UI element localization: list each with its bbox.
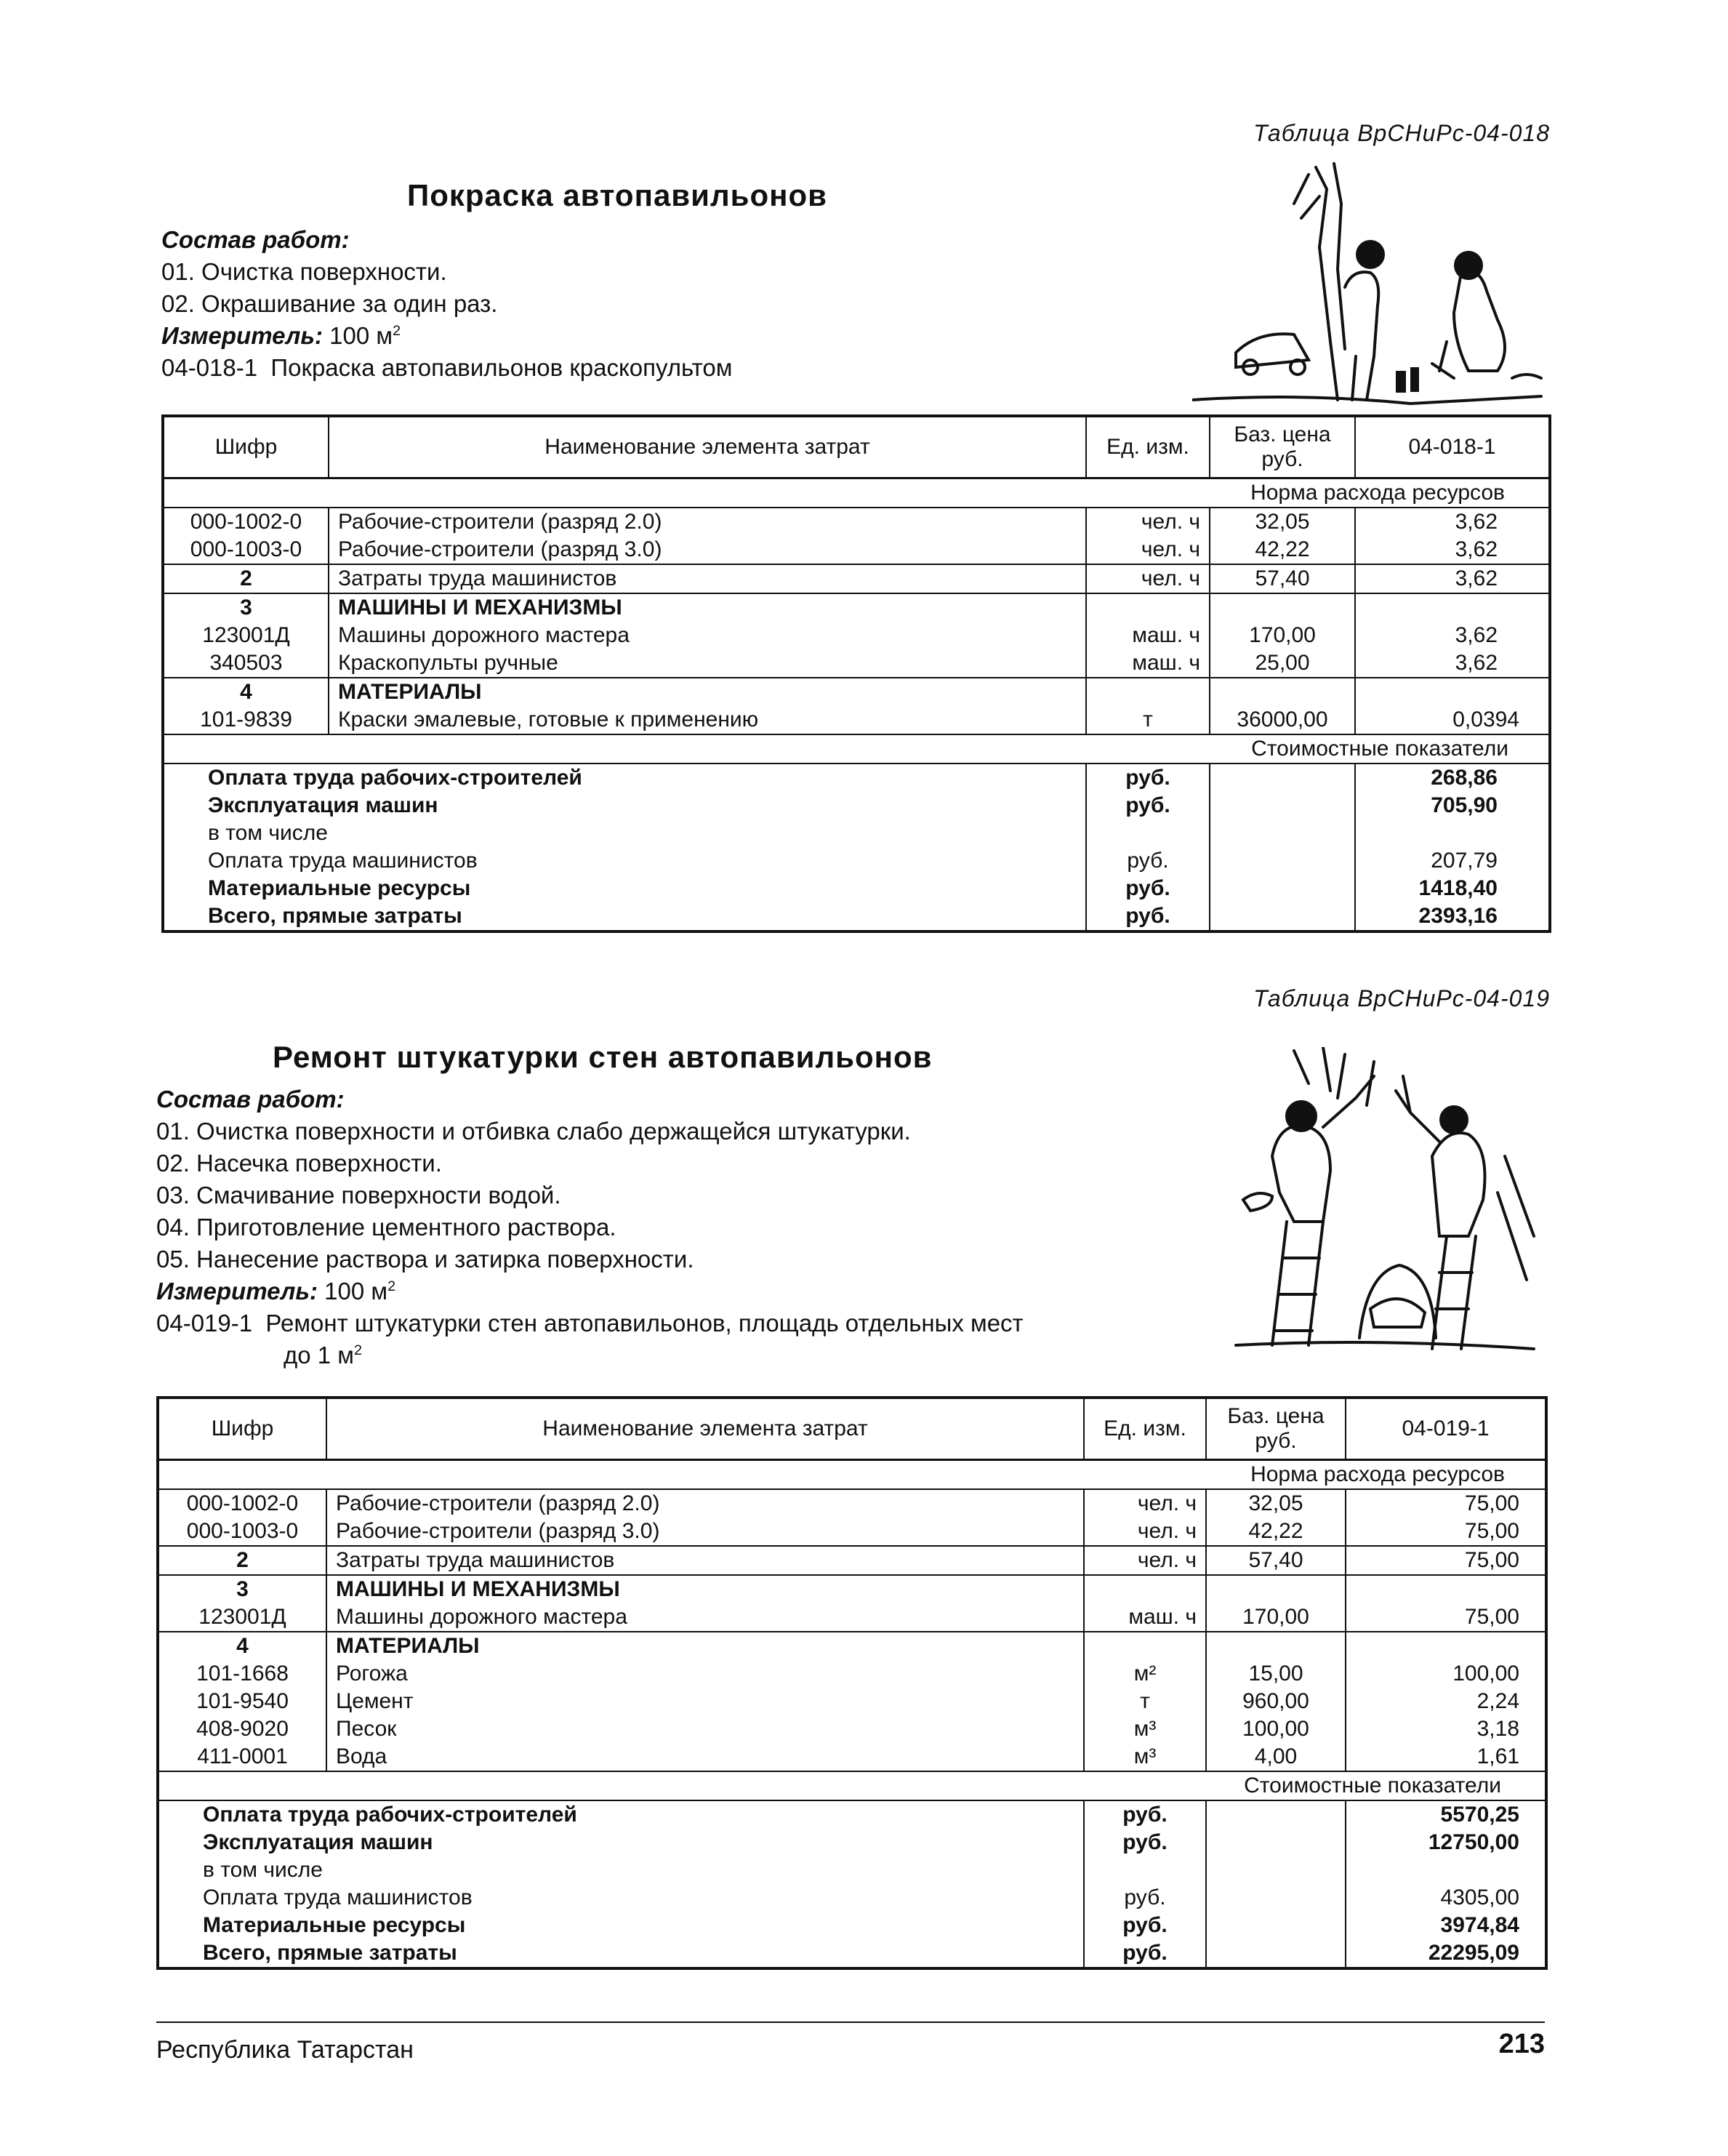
row-unit: чел. ч <box>1084 1518 1206 1546</box>
table-row <box>158 1632 1546 1660</box>
row-price: 170,00 <box>1210 622 1355 649</box>
row-unit: м² <box>1084 1660 1206 1688</box>
table-row <box>163 706 1550 734</box>
summary-value: 1418,40 <box>1355 875 1550 902</box>
row-code: 4 <box>163 678 329 706</box>
table-row <box>163 649 1550 678</box>
row-name: Рабочие-строители (разряд 2.0) <box>326 1489 1084 1518</box>
row-value: 100,00 <box>1346 1660 1546 1688</box>
summary-value: 22295,09 <box>1346 1939 1546 1968</box>
row-price: 25,00 <box>1210 649 1355 678</box>
row-unit <box>1086 678 1210 706</box>
row-code: 101-9540 <box>158 1688 326 1715</box>
row-unit: чел. ч <box>1084 1489 1206 1518</box>
summary-value: 4305,00 <box>1346 1884 1546 1912</box>
summary-unit: руб. <box>1086 875 1210 902</box>
table-row <box>158 1518 1546 1546</box>
row-value: 3,18 <box>1346 1715 1546 1743</box>
row-value: 3,62 <box>1355 508 1550 536</box>
meter-line <box>161 320 732 352</box>
work-step: 01. Очистка поверхности. <box>161 258 447 285</box>
summary-name: Оплата труда рабочих-строителей <box>158 1800 1084 1829</box>
row-price <box>1206 1575 1346 1603</box>
row-unit: чел. ч <box>1084 1546 1206 1575</box>
row-value: 3,62 <box>1355 649 1550 678</box>
row-name: Рабочие-строители (разряд 3.0) <box>326 1518 1084 1546</box>
work-step: 02. Окрашивание за один раз. <box>161 290 498 317</box>
summary-unit: руб. <box>1086 764 1210 792</box>
row-price: 57,40 <box>1210 564 1355 593</box>
norm-label-row <box>163 478 1550 508</box>
meter-label: Измеритель: <box>156 1278 318 1305</box>
row-code: 000-1003-0 <box>158 1518 326 1546</box>
summary-unit: руб. <box>1086 902 1210 931</box>
plasterers-illustration <box>1229 1047 1541 1352</box>
meter-exponent: 2 <box>387 1278 396 1294</box>
meter-line <box>156 1275 1024 1307</box>
page-number: 213 <box>1498 2029 1545 2059</box>
table-row <box>163 564 1550 593</box>
row-name: Рабочие-строители (разряд 3.0) <box>329 536 1086 564</box>
row-code: 000-1002-0 <box>158 1489 326 1518</box>
table-row <box>163 678 1550 706</box>
row-unit: маш. ч <box>1086 622 1210 649</box>
header-norm-code: 04-018-1 <box>1355 416 1550 478</box>
row-code: 2 <box>163 564 329 593</box>
row-value <box>1346 1575 1546 1603</box>
row-code: 101-1668 <box>158 1660 326 1688</box>
row-code: 123001Д <box>158 1603 326 1632</box>
row-value: 75,00 <box>1346 1546 1546 1575</box>
norm-label: Норма расхода ресурсов <box>163 478 1550 508</box>
summary-name: в том числе <box>163 819 1086 847</box>
row-code: 2 <box>158 1546 326 1575</box>
summary-name: в том числе <box>158 1856 1084 1884</box>
summary-price <box>1206 1800 1346 1829</box>
summary-unit: руб. <box>1084 1800 1206 1829</box>
table-reference: Таблица ВрСНиРс-04-018 <box>1253 120 1550 146</box>
row-name: Рабочие-строители (разряд 2.0) <box>329 508 1086 536</box>
code-line: 04-018-1 Покраска автопавильонов краскопультом <box>161 354 733 381</box>
summary-name: Оплата труда машинистов <box>158 1884 1084 1912</box>
painters-illustration <box>1192 160 1556 411</box>
row-price <box>1210 593 1355 622</box>
table-row <box>163 508 1550 536</box>
summary-unit <box>1084 1856 1206 1884</box>
row-unit: маш. ч <box>1084 1603 1206 1632</box>
work-step: 02. Насечка поверхности. <box>156 1150 442 1177</box>
row-code: 3 <box>163 593 329 622</box>
row-name: МАТЕРИАЛЫ <box>329 678 1086 706</box>
header-code: Шифр <box>163 416 329 478</box>
row-unit: чел. ч <box>1086 564 1210 593</box>
row-price: 960,00 <box>1206 1688 1346 1715</box>
row-price: 36000,00 <box>1210 706 1355 734</box>
row-code: 340503 <box>163 649 329 678</box>
summary-value: 268,86 <box>1355 764 1550 792</box>
row-value: 1,61 <box>1346 1743 1546 1771</box>
composition-block <box>161 224 732 384</box>
table-reference: Таблица ВрСНиРс-04-019 <box>1253 985 1550 1011</box>
row-code: 123001Д <box>163 622 329 649</box>
code-line: 04-019-1 Ремонт штукатурки стен автопавильонов, площадь отдельных мест <box>156 1310 1024 1337</box>
row-price: 15,00 <box>1206 1660 1346 1688</box>
work-step: 04. Приготовление цементного раствора. <box>156 1214 616 1241</box>
row-price: 32,05 <box>1210 508 1355 536</box>
summary-name: Эксплуатация машин <box>158 1829 1084 1856</box>
row-name: Цемент <box>326 1688 1084 1715</box>
summary-price <box>1210 819 1355 847</box>
summary-name: Всего, прямые затраты <box>163 902 1086 931</box>
row-value <box>1346 1632 1546 1660</box>
summary-unit: руб. <box>1084 1939 1206 1968</box>
summary-price <box>1206 1939 1346 1968</box>
row-code: 408-9020 <box>158 1715 326 1743</box>
header-unit: Ед. изм. <box>1086 416 1210 478</box>
row-unit: чел. ч <box>1086 536 1210 564</box>
row-code: 101-9839 <box>163 706 329 734</box>
row-code: 4 <box>158 1632 326 1660</box>
summary-name: Оплата труда рабочих-строителей <box>163 764 1086 792</box>
summary-value: 3974,84 <box>1346 1912 1546 1939</box>
row-name: Краскопульты ручные <box>329 649 1086 678</box>
summary-price <box>1210 902 1355 931</box>
footer-divider <box>156 2021 1545 2023</box>
row-price: 4,00 <box>1206 1743 1346 1771</box>
row-price: 57,40 <box>1206 1546 1346 1575</box>
cost-label: Стоимостные показатели <box>163 734 1550 764</box>
summary-name: Материальные ресурсы <box>158 1912 1084 1939</box>
summary-value: 12750,00 <box>1346 1829 1546 1856</box>
summary-name: Эксплуатация машин <box>163 792 1086 819</box>
row-name: Краски эмалевые, готовые к применению <box>329 706 1086 734</box>
summary-row <box>158 1800 1546 1829</box>
row-unit: м³ <box>1084 1743 1206 1771</box>
row-name: Затраты труда машинистов <box>326 1546 1084 1575</box>
summary-row <box>163 764 1550 792</box>
composition-block <box>156 1083 1024 1371</box>
table-row <box>158 1546 1546 1575</box>
meter-exponent: 2 <box>393 323 401 339</box>
code-line-text: до 1 м <box>284 1342 354 1368</box>
cost-label-row <box>158 1771 1546 1800</box>
summary-price <box>1210 792 1355 819</box>
summary-name: Материальные ресурсы <box>163 875 1086 902</box>
work-step: 03. Смачивание поверхности водой. <box>156 1182 561 1209</box>
row-value: 75,00 <box>1346 1603 1546 1632</box>
meter-value: 100 м <box>329 322 393 349</box>
row-value: 0,0394 <box>1355 706 1550 734</box>
summary-price <box>1206 1912 1346 1939</box>
row-price: 42,22 <box>1206 1518 1346 1546</box>
table-header-row <box>158 1398 1546 1460</box>
summary-row <box>163 875 1550 902</box>
header-price: Баз. цена руб. <box>1210 416 1355 478</box>
resource-norm-table <box>156 1396 1548 1970</box>
work-step: 01. Очистка поверхности и отбивка слабо держащейся штукатурки. <box>156 1118 911 1145</box>
meter-label: Измеритель: <box>161 322 323 349</box>
row-value: 3,62 <box>1355 622 1550 649</box>
row-unit <box>1084 1575 1206 1603</box>
row-price: 100,00 <box>1206 1715 1346 1743</box>
row-value: 75,00 <box>1346 1489 1546 1518</box>
row-name: Вода <box>326 1743 1084 1771</box>
summary-unit: руб. <box>1084 1829 1206 1856</box>
cost-label: Стоимостные показатели <box>158 1771 1546 1800</box>
summary-row <box>158 1829 1546 1856</box>
summary-unit: руб. <box>1084 1884 1206 1912</box>
summary-row <box>158 1912 1546 1939</box>
summary-value <box>1355 819 1550 847</box>
summary-value: 705,90 <box>1355 792 1550 819</box>
row-price: 170,00 <box>1206 1603 1346 1632</box>
summary-row <box>158 1856 1546 1884</box>
summary-price <box>1206 1829 1346 1856</box>
summary-row <box>163 902 1550 931</box>
summary-value: 207,79 <box>1355 847 1550 875</box>
table-row <box>158 1743 1546 1771</box>
row-unit <box>1086 593 1210 622</box>
row-code: 000-1003-0 <box>163 536 329 564</box>
summary-value: 5570,25 <box>1346 1800 1546 1829</box>
summary-unit: руб. <box>1084 1912 1206 1939</box>
summary-row <box>163 819 1550 847</box>
header-price: Баз. цена руб. <box>1206 1398 1346 1460</box>
row-unit: т <box>1086 706 1210 734</box>
row-name: Рогожа <box>326 1660 1084 1688</box>
table-row <box>163 622 1550 649</box>
summary-unit: руб. <box>1086 792 1210 819</box>
row-price: 42,22 <box>1210 536 1355 564</box>
summary-value: 2393,16 <box>1355 902 1550 931</box>
norm-label: Норма расхода ресурсов <box>158 1460 1546 1490</box>
code-line-exponent: 2 <box>354 1342 363 1358</box>
resource-norm-table <box>161 414 1551 933</box>
row-value <box>1355 678 1550 706</box>
summary-name: Всего, прямые затраты <box>158 1939 1084 1968</box>
row-name: Машины дорожного мастера <box>329 622 1086 649</box>
work-step: 05. Нанесение раствора и затирка поверхности. <box>156 1246 694 1273</box>
row-value <box>1355 593 1550 622</box>
table-row <box>158 1688 1546 1715</box>
summary-price <box>1210 847 1355 875</box>
cost-label-row <box>163 734 1550 764</box>
row-price: 32,05 <box>1206 1489 1346 1518</box>
row-price <box>1206 1632 1346 1660</box>
table-row <box>158 1575 1546 1603</box>
meter-value: 100 м <box>324 1278 388 1305</box>
table-row <box>158 1603 1546 1632</box>
code-line-continuation <box>156 1339 1024 1371</box>
row-name: Затраты труда машинистов <box>329 564 1086 593</box>
row-unit: маш. ч <box>1086 649 1210 678</box>
summary-price <box>1210 875 1355 902</box>
row-name: МАШИНЫ И МЕХАНИЗМЫ <box>326 1575 1084 1603</box>
row-value: 3,62 <box>1355 536 1550 564</box>
row-value: 75,00 <box>1346 1518 1546 1546</box>
row-name: Песок <box>326 1715 1084 1743</box>
summary-unit: руб. <box>1086 847 1210 875</box>
summary-price <box>1206 1884 1346 1912</box>
table-row <box>163 593 1550 622</box>
row-unit <box>1084 1632 1206 1660</box>
row-unit: чел. ч <box>1086 508 1210 536</box>
row-name: МАТЕРИАЛЫ <box>326 1632 1084 1660</box>
row-unit: т <box>1084 1688 1206 1715</box>
summary-unit <box>1086 819 1210 847</box>
table-row <box>158 1660 1546 1688</box>
header-unit: Ед. изм. <box>1084 1398 1206 1460</box>
summary-price <box>1210 764 1355 792</box>
row-unit: м³ <box>1084 1715 1206 1743</box>
summary-row <box>163 847 1550 875</box>
summary-row <box>163 792 1550 819</box>
summary-row <box>158 1939 1546 1968</box>
footer-region: Республика Татарстан <box>156 2036 414 2064</box>
summary-name: Оплата труда машинистов <box>163 847 1086 875</box>
row-name: МАШИНЫ И МЕХАНИЗМЫ <box>329 593 1086 622</box>
row-value: 3,62 <box>1355 564 1550 593</box>
summary-value <box>1346 1856 1546 1884</box>
row-price <box>1210 678 1355 706</box>
table-header-row <box>163 416 1550 478</box>
composition-label: Состав работ: <box>161 226 350 253</box>
row-code: 3 <box>158 1575 326 1603</box>
table-row <box>158 1715 1546 1743</box>
norm-label-row <box>158 1460 1546 1490</box>
header-name: Наименование элемента затрат <box>326 1398 1084 1460</box>
section-title: Покраска автопавильонов <box>407 178 827 212</box>
summary-price <box>1206 1856 1346 1884</box>
summary-row <box>158 1884 1546 1912</box>
table-row <box>158 1489 1546 1518</box>
header-name: Наименование элемента затрат <box>329 416 1086 478</box>
header-code: Шифр <box>158 1398 326 1460</box>
composition-label: Состав работ: <box>156 1086 345 1113</box>
header-norm-code: 04-019-1 <box>1346 1398 1546 1460</box>
row-code: 411-0001 <box>158 1743 326 1771</box>
row-value: 2,24 <box>1346 1688 1546 1715</box>
row-name: Машины дорожного мастера <box>326 1603 1084 1632</box>
section-title: Ремонт штукатурки стен автопавильонов <box>273 1040 933 1074</box>
row-code: 000-1002-0 <box>163 508 329 536</box>
table-row <box>163 536 1550 564</box>
